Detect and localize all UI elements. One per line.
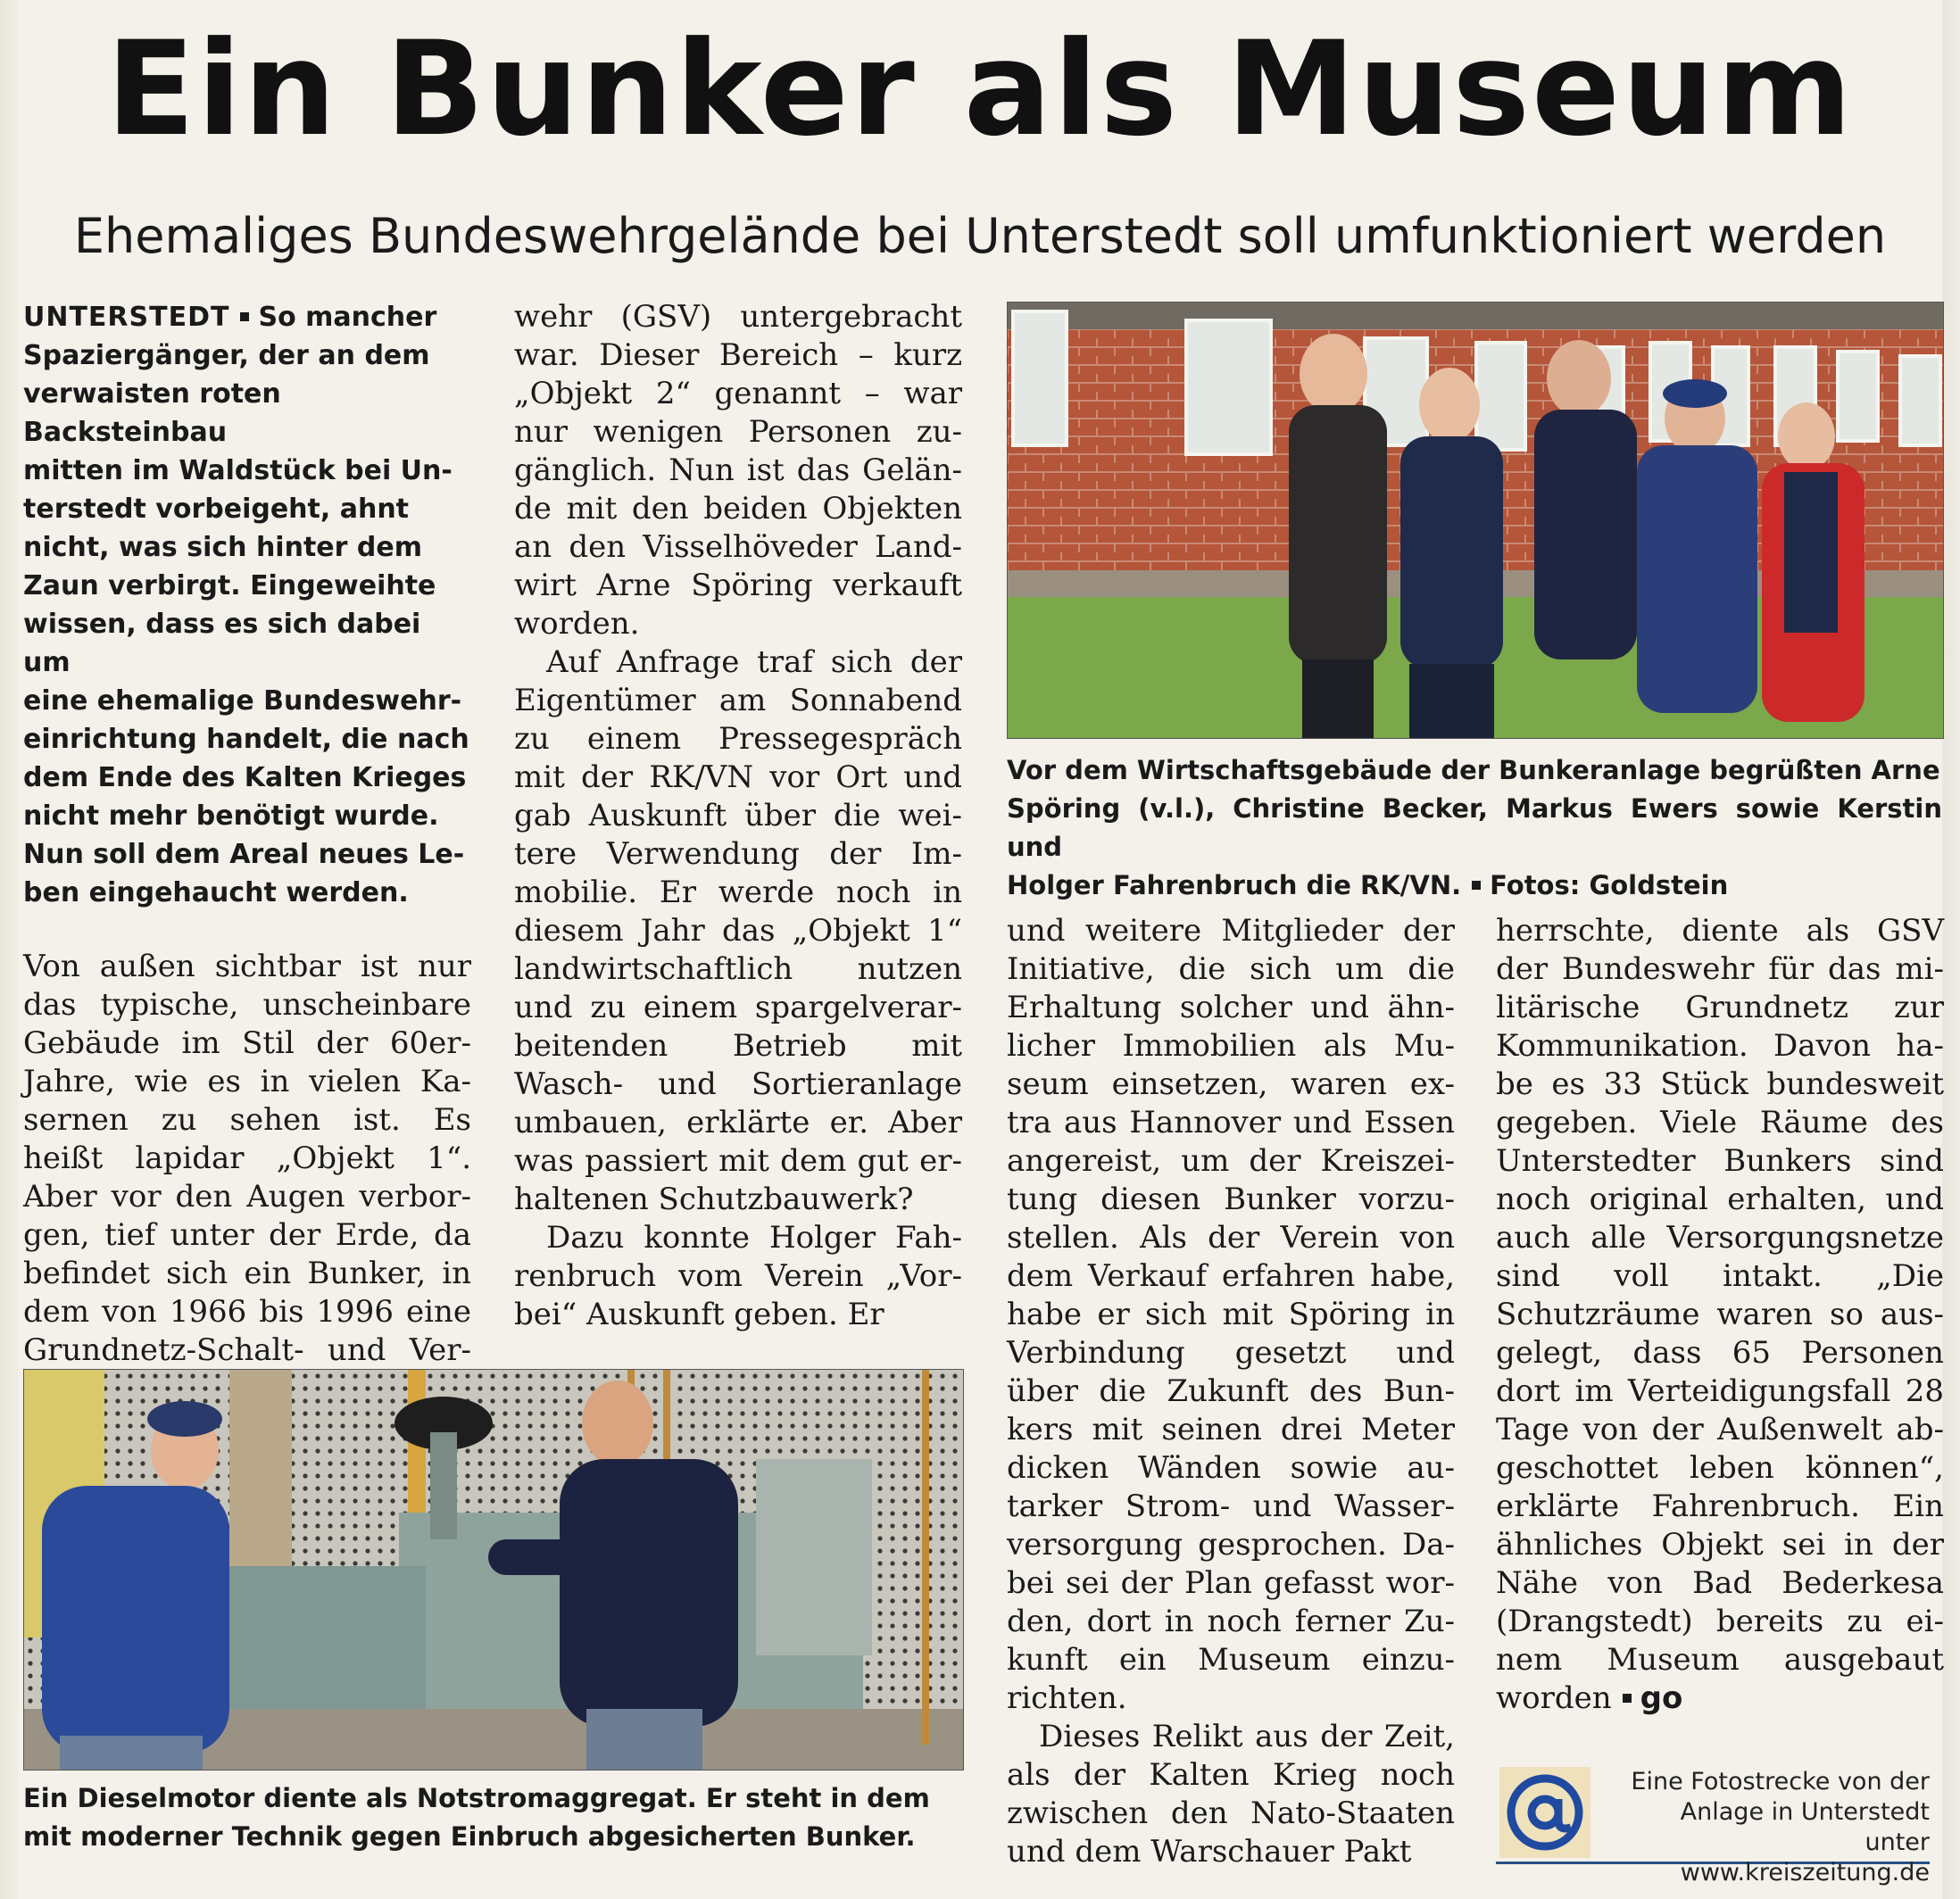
body-line: sernen zu sehen ist. Es [23, 1102, 471, 1138]
column-2 [514, 298, 962, 1334]
body-line: kers mit seinen drei Meter [1007, 1412, 1455, 1447]
body-line: tere Verwendung der Im- [514, 836, 962, 872]
lead-line: eine ehemalige Bundeswehr- [23, 685, 462, 717]
body-line: wehr (GSV) untergebracht [514, 299, 962, 335]
body-line: nem Museum ausgebaut [1496, 1642, 1944, 1678]
body-line: Von außen sichtbar ist nur [23, 949, 471, 984]
lead-line: nicht, was sich hinter dem [23, 532, 422, 563]
body-line: beitenden Betrieb mit [514, 1028, 962, 1064]
body-line: Tage von der Außenwelt ab- [1496, 1412, 1944, 1447]
headline: Ein Bunker als Museum [105, 13, 1855, 165]
caption-line: Spöring (v.l.), Christine Becker, Markus Ewers sowie Kerstin und [1007, 793, 1942, 862]
body-line: herrschte, diente als GSV [1496, 913, 1944, 949]
body-line: Auf Anfrage traf sich der [546, 644, 962, 680]
author-signature: go [1640, 1680, 1683, 1716]
body-line: bei sei der Plan gefasst wor- [1007, 1565, 1455, 1601]
body-line: dicken Wänden sowie au- [1007, 1450, 1455, 1486]
body-line: zwischen den Nato-Staaten [1007, 1795, 1455, 1831]
body-line: worden [1496, 1680, 1612, 1716]
lead-line: mitten im Waldstück bei Un- [23, 455, 453, 486]
body-line: über die Zukunft des Bun- [1007, 1373, 1455, 1409]
lead-line: Zaun verbirgt. Eingeweihte [23, 570, 436, 601]
body-line: worden. [514, 606, 640, 642]
body-line: ähnliches Objekt sei in der [1496, 1527, 1944, 1563]
body-line: sind voll intakt. „Die [1496, 1258, 1944, 1294]
body-line: Nähe von Bad Bederkesa [1496, 1565, 1944, 1601]
body-line: das typische, unscheinbare [23, 987, 471, 1023]
page-edge-right [1942, 0, 1960, 1899]
bullet-icon [240, 312, 249, 321]
body-paragraph [514, 643, 962, 1219]
body-line: tra aus Hannover und Essen [1007, 1105, 1455, 1140]
body-paragraph [514, 1219, 962, 1334]
body-line: umbauen, erklärte er. Aber [514, 1105, 962, 1140]
bullet-icon [1623, 1694, 1632, 1703]
body-line: noch original erhalten, und [1496, 1182, 1944, 1217]
column-1 [23, 298, 471, 1408]
body-line: und weitere Mitglieder der [1007, 913, 1455, 949]
body-line: und dem Warschauer Pakt [1007, 1834, 1412, 1870]
lead-line: wissen, dass es sich dabei um [23, 609, 421, 678]
body-line: dort im Verteidigungsfall 28 [1496, 1373, 1944, 1409]
body-line: renbruch vom Verein „Vor- [514, 1258, 962, 1294]
body-line: licher Immobilien als Mu- [1007, 1028, 1455, 1064]
lead-line: verwaisten roten Backsteinbau [23, 378, 281, 448]
lead-line: nicht mehr benötigt wurde. [23, 800, 439, 832]
body-line: Initiative, die sich um die [1007, 951, 1455, 987]
body-line: Dieses Relikt aus der Zeit, [1039, 1719, 1455, 1754]
body-line: gab Auskunft über die wei- [514, 798, 962, 833]
body-line: de mit den beiden Objekten [514, 491, 962, 527]
dateline: UNTERSTEDT [23, 302, 230, 333]
caption-line: Ein Dieselmotor diente als Notstromaggregat. Er steht in dem [23, 1783, 930, 1813]
body-line: und zu einem spargelverar- [514, 990, 962, 1025]
lead-line: terstedt vorbeigeht, ahnt [23, 493, 410, 525]
body-paragraph [1007, 912, 1455, 1718]
body-line: dem Verkauf erfahren habe, [1007, 1258, 1455, 1294]
body-paragraph [514, 298, 962, 643]
lead-line: Nun soll dem Areal neues Le- [23, 839, 465, 870]
body-line: den, dort in noch ferner Zu- [1007, 1604, 1455, 1639]
column-4 [1496, 912, 1944, 1718]
body-line: als der Kalten Krieg noch [1007, 1757, 1455, 1793]
body-line: gelegt, dass 65 Personen [1496, 1335, 1944, 1371]
body-line: mit der RK/VN vor Ort und [514, 759, 962, 795]
body-line: auch alle Versorgungsnetze [1496, 1220, 1944, 1256]
body-line: habe er sich mit Spöring in [1007, 1297, 1455, 1332]
photo-group-caption [1007, 751, 1942, 905]
body-line: Erhaltung solcher und ähn- [1007, 990, 1455, 1025]
body-line: mobilie. Er werde noch in [514, 875, 962, 910]
body-line: tarker Strom- und Wasser- [1007, 1489, 1455, 1524]
at-sign-icon [1499, 1767, 1590, 1858]
body-line: (Drangstedt) bereits zu ei- [1496, 1604, 1944, 1639]
lead-line: ben eingehaucht werden. [23, 877, 409, 908]
lead-line: einrichtung handelt, die nach [23, 724, 469, 755]
photo-credit: Fotos: Goldstein [1490, 870, 1729, 900]
body-line: gegeben. Viele Räume des [1496, 1105, 1944, 1140]
body-line: kunft ein Museum einzu- [1007, 1642, 1455, 1678]
body-paragraph [1007, 1718, 1455, 1871]
body-line: wirt Arne Spöring verkauft [514, 568, 962, 603]
body-line: gen, tief unter der Erde, da [23, 1217, 471, 1253]
body-line: Grundnetz-Schalt- und Ver- [23, 1332, 471, 1368]
body-line: diesem Jahr das „Objekt 1“ [514, 913, 962, 949]
body-line: angereist, um der Kreiszei- [1007, 1143, 1455, 1179]
caption-line: Holger Fahrenbruch die RK/VN. [1007, 870, 1462, 900]
body-line: litärische Grundnetz zur [1496, 990, 1944, 1025]
photo-group-building-image [1008, 303, 1943, 738]
body-line: erklärte Fahrenbruch. Ein [1496, 1489, 1944, 1524]
body-line: Unterstedter Bunkers sind [1496, 1143, 1944, 1179]
body-line: Schutzräume waren so aus- [1496, 1297, 1944, 1332]
photo-diesel-caption [23, 1779, 962, 1856]
online-promo [1496, 1763, 1930, 1887]
lead-line: dem Ende des Kalten Krieges [23, 762, 467, 793]
body-line: war. Dieser Bereich – kurz [514, 337, 962, 373]
body-line: versorgung gesprochen. Da- [1007, 1527, 1455, 1563]
body-paragraph [1496, 912, 1944, 1718]
promo-url[interactable]: www.kreiszeitung.de [1680, 1859, 1930, 1887]
page-edge-left [0, 0, 18, 1899]
body-line: was passiert mit dem gut er- [514, 1143, 962, 1179]
body-line: Gebäude im Stil der 60er- [23, 1025, 471, 1061]
body-line: dem von 1966 bis 1996 eine [23, 1294, 471, 1330]
body-line: geschottet leben können“, [1496, 1450, 1944, 1486]
bullet-icon [1472, 881, 1481, 890]
photo-diesel-engine-image [24, 1370, 963, 1770]
promo-line: Anlage in Unterstedt unter [1680, 1798, 1930, 1856]
body-line: bei“ Auskunft geben. Er [514, 1297, 884, 1332]
body-line: Kommunikation. Davon ha- [1496, 1028, 1944, 1064]
photo-group-building [1007, 302, 1944, 739]
body-line: Dazu konnte Holger Fah- [546, 1220, 962, 1256]
photo-diesel-engine [23, 1369, 964, 1770]
lead-paragraph [23, 298, 471, 912]
body-line: landwirtschaftlich nutzen [514, 951, 962, 987]
body-line: Jahre, wie es in vielen Ka- [23, 1064, 471, 1099]
body-line: „Objekt 2“ genannt – war [514, 376, 962, 411]
body-line: Aber vor den Augen verbor- [23, 1179, 471, 1215]
body-line: nur wenigen Personen zu- [514, 414, 962, 450]
body-line: der Bundeswehr für das mi- [1496, 951, 1944, 987]
body-line: zu einem Pressegespräch [514, 721, 962, 757]
body-line: heißt lapidar „Objekt 1“. [23, 1140, 471, 1176]
body-line: haltenen Schutzbauwerk? [514, 1182, 914, 1217]
body-line: stellen. Als der Verein von [1007, 1220, 1455, 1256]
caption-line: Vor dem Wirtschaftsgebäude der Bunkeranlage begrüßten Arne [1007, 755, 1940, 785]
body-line: Eigentümer am Sonnabend [514, 683, 962, 718]
promo-text [1608, 1767, 1930, 1888]
body-paragraph [23, 948, 471, 1408]
body-line: seum einsetzen, waren ex- [1007, 1066, 1455, 1102]
lead-line: So mancher [258, 302, 437, 333]
subheadline: Ehemaliges Bundeswehrgelände bei Unterstedt soll umfunktioniert werden [73, 208, 1887, 264]
body-line: Wasch- und Sortieranlage [514, 1066, 962, 1102]
body-line: befindet sich ein Bunker, in [23, 1256, 471, 1291]
body-line: richten. [1007, 1680, 1127, 1716]
body-line: Verbindung gesetzt und [1007, 1335, 1455, 1371]
caption-line: mit moderner Technik gegen Einbruch abgesicherten Bunker. [23, 1821, 916, 1852]
body-line: gänglich. Nun ist das Gelän- [514, 452, 962, 488]
body-line: an den Visselhöveder Land- [514, 529, 962, 565]
promo-line: Eine Fotostrecke von der [1631, 1768, 1930, 1795]
body-line: tung diesen Bunker vorzu- [1007, 1182, 1455, 1217]
body-line: be es 33 Stück bundesweit [1496, 1066, 1944, 1102]
column-3 [1007, 912, 1455, 1871]
lead-line: Spaziergänger, der an dem [23, 340, 430, 371]
